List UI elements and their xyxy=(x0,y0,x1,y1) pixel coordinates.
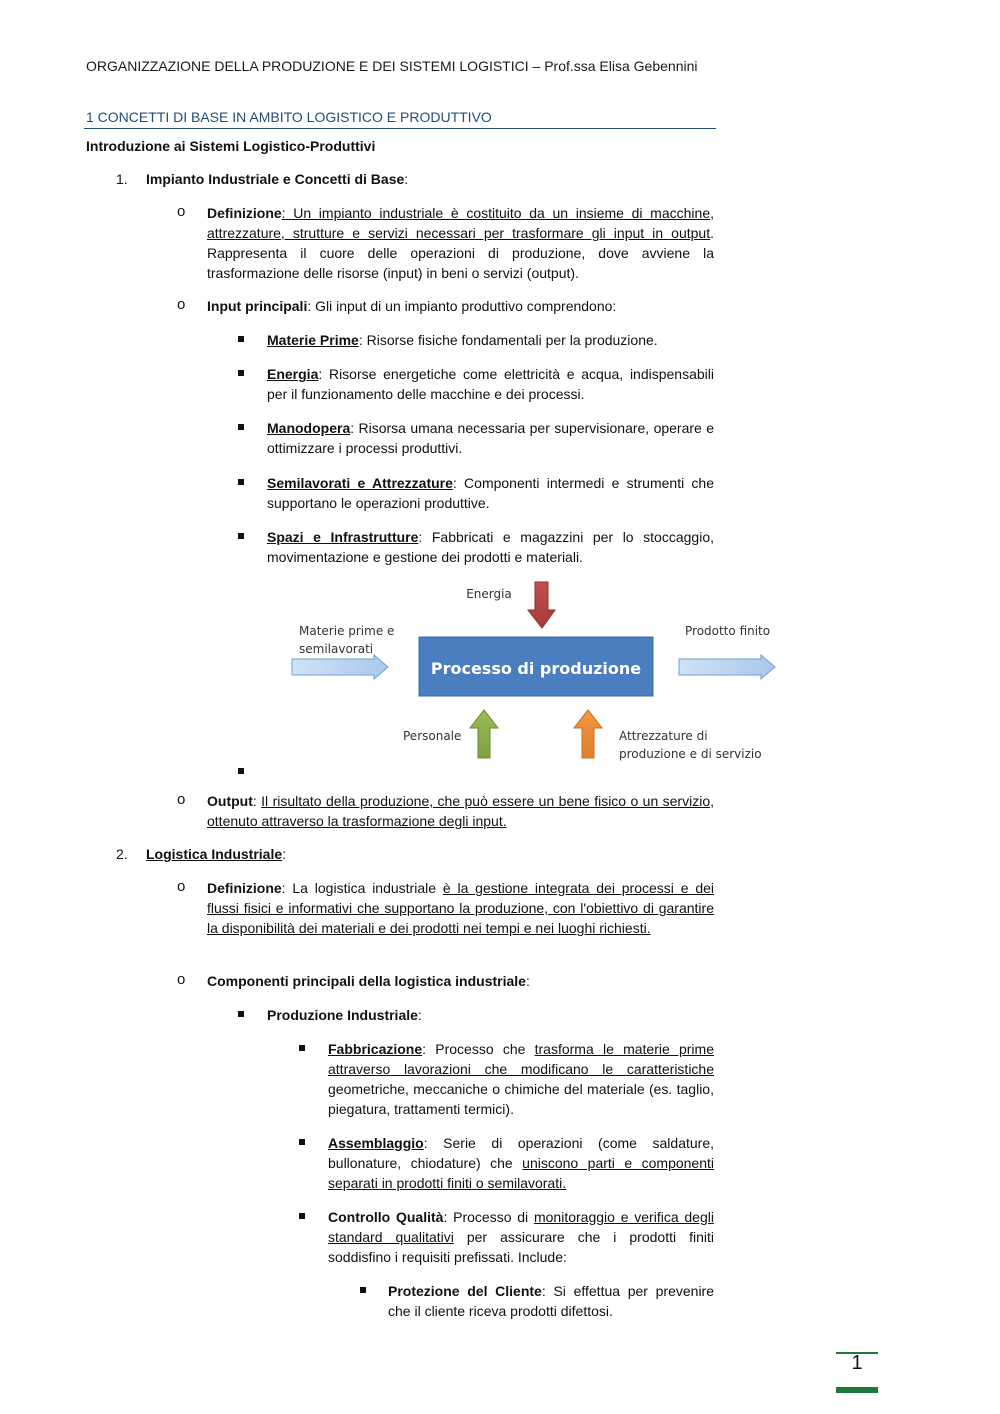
components-paragraph xyxy=(207,971,530,991)
list-item xyxy=(267,330,714,350)
protection-label: Protezione del Cliente xyxy=(388,1283,542,1299)
list-item xyxy=(328,1207,714,1267)
assembly-label: Assemblaggio xyxy=(328,1135,424,1151)
components-label: Componenti principali della logistica industriale xyxy=(207,973,526,989)
bullet-circle: o xyxy=(177,791,186,808)
definition-label: Definizione xyxy=(207,880,282,896)
list-item xyxy=(267,364,714,404)
output-text: Il risultato della produzione, che può essere un bene fisico o un servizio, ottenuto attraverso la trasformazione degli input. xyxy=(207,793,714,829)
output-arrow xyxy=(679,655,775,679)
output-separator: : xyxy=(252,793,262,809)
list-number-2: 2. xyxy=(116,846,128,862)
bullet-circle: o xyxy=(177,971,186,988)
equipment-label-line1: Attrezzature di xyxy=(619,729,708,743)
equipment-label-line2: produzione e di servizio xyxy=(619,747,762,761)
fabrication-text-underlined: trasforma le materie prime attraverso lavorazioni che modificano le caratteristiche xyxy=(328,1041,714,1077)
bullet-square xyxy=(238,479,244,485)
bullet-square xyxy=(238,424,244,430)
fabrication-text: : Processo che xyxy=(422,1041,535,1057)
section-title: 1 CONCETTI DI BASE IN AMBITO LOGISTICO E PRODUTTIVO xyxy=(86,109,492,125)
production-colon: : xyxy=(417,1007,422,1023)
item1-heading xyxy=(146,169,408,189)
item2-heading xyxy=(146,844,286,864)
equipment-arrow xyxy=(574,710,602,758)
production-process-diagram xyxy=(280,578,790,768)
bullet-circle: o xyxy=(177,203,186,220)
input-paragraph xyxy=(207,296,616,316)
definition-paragraph xyxy=(207,203,714,283)
bullet-circle: o xyxy=(177,296,186,313)
output-label: Output xyxy=(207,793,253,809)
materials-label-line2: semilavorati xyxy=(299,642,374,656)
input-item-label: Semilavorati e Attrezzature xyxy=(267,475,453,491)
bullet-square xyxy=(238,336,244,342)
input-label: Input principali xyxy=(207,298,308,314)
bullet-square xyxy=(299,1139,305,1145)
definition-text: : La logistica industriale xyxy=(281,880,443,896)
input-item-text: : Componenti intermedi e strumenti che supportano le operazioni produttive. xyxy=(267,475,714,511)
page-number: 1 xyxy=(851,1352,863,1374)
production-heading xyxy=(267,1005,422,1025)
item2-title: Logistica Industriale xyxy=(146,846,283,862)
input-item-label: Manodopera xyxy=(267,420,351,436)
input-arrow xyxy=(292,655,388,679)
quality-text: : Processo di xyxy=(443,1209,534,1225)
item1-title: Impianto Industriale e Concetti di Base xyxy=(146,171,405,187)
input-item-label: Spazi e Infrastrutture xyxy=(267,529,419,545)
list-item xyxy=(328,1133,714,1193)
logistics-definition-paragraph xyxy=(207,878,714,938)
input-item-label: Energia xyxy=(267,366,319,382)
input-item-label: Materie Prime xyxy=(267,332,359,348)
document-header: ORGANIZZAZIONE DELLA PRODUZIONE E DEI SISTEMI LOGISTICI – Prof.ssa Elisa Gebennini xyxy=(86,58,698,74)
list-item xyxy=(267,418,714,458)
definition-text: . Rappresenta il cuore delle operazioni di produzione, dove avviene la trasformazione delle risorse (input) in beni o servizi (output). xyxy=(207,225,714,281)
list-item xyxy=(267,527,714,567)
bullet-square xyxy=(238,1011,244,1017)
list-item xyxy=(388,1281,714,1321)
input-text: : Gli input di un impianto produttivo comprendono: xyxy=(307,298,617,314)
components-colon: : xyxy=(525,973,530,989)
production-label: Produzione Industriale xyxy=(267,1007,418,1023)
intro-heading: Introduzione ai Sistemi Logistico-Produttivi xyxy=(86,138,376,154)
personnel-arrow xyxy=(470,710,498,758)
fabrication-text-end: geometriche, meccaniche o chimiche del materiale (es. taglio, piegatura, trattamenti termici). xyxy=(328,1081,714,1117)
bullet-square xyxy=(238,533,244,539)
quality-text-end: per assicurare che i prodotti finiti soddisfino i requisiti prefissati. Include: xyxy=(328,1229,714,1265)
process-label: Processo di produzione xyxy=(430,659,642,678)
section-divider xyxy=(84,128,716,129)
bullet-square xyxy=(299,1213,305,1219)
output-paragraph xyxy=(207,791,714,831)
energy-label: Energia xyxy=(466,587,512,601)
energy-arrow xyxy=(528,582,555,628)
bullet-square xyxy=(360,1287,366,1293)
bullet-square xyxy=(238,768,244,774)
definition-label: Definizione xyxy=(207,205,282,221)
list-number-1: 1. xyxy=(116,171,128,187)
bullet-square xyxy=(238,370,244,376)
item2-colon: : xyxy=(282,846,287,862)
input-item-text: : Risorse fisiche fondamentali per la produzione. xyxy=(358,332,658,348)
item1-colon: : xyxy=(404,171,409,187)
assembly-text: : Serie di operazioni (come saldature, bullonature, chiodature) che xyxy=(328,1135,714,1171)
protection-text: : Si effettua per prevenire che il cliente riceva prodotti difettosi. xyxy=(388,1283,715,1319)
input-item-text: : Risorse energetiche come elettricità e acqua, indispensabili per il funzionamento delle macchine e dei processi. xyxy=(267,366,714,402)
quality-text-underlined: monitoraggio e verifica degli standard qualitativi xyxy=(328,1209,714,1245)
page-number-bar xyxy=(836,1387,878,1393)
product-label: Prodotto finito xyxy=(685,624,771,638)
assembly-text-underlined: uniscono parti e componenti separati in prodotti finiti o semilavorati. xyxy=(328,1155,715,1191)
definition-text-underlined: è la gestione integrata dei processi e dei flussi fisici e informativi che supportano la produzione, con l'obiettivo di garantire la disponibilità dei materiali e dei prodotti nei tempi e nei luoghi richiesti. xyxy=(207,880,715,936)
bullet-square xyxy=(299,1045,305,1051)
bullet-circle: o xyxy=(177,878,186,895)
fabrication-label: Fabbricazione xyxy=(328,1041,423,1057)
definition-text-underlined: : Un impianto industriale è costituito da un insieme di macchine, attrezzature, strutture e servizi necessari per trasformare gli input in output xyxy=(207,205,714,241)
quality-label: Controllo Qualità xyxy=(328,1209,444,1225)
list-item xyxy=(267,473,714,513)
list-item xyxy=(328,1039,714,1119)
input-item-text: : Risorsa umana necessaria per supervisionare, operare e ottimizzare i processi produttivi. xyxy=(267,420,714,456)
input-item-text: : Fabbricati e magazzini per lo stoccaggio, movimentazione e gestione dei prodotti e materiali. xyxy=(267,529,714,565)
materials-label-line1: Materie prime e xyxy=(299,624,395,638)
personnel-label: Personale xyxy=(403,729,462,743)
